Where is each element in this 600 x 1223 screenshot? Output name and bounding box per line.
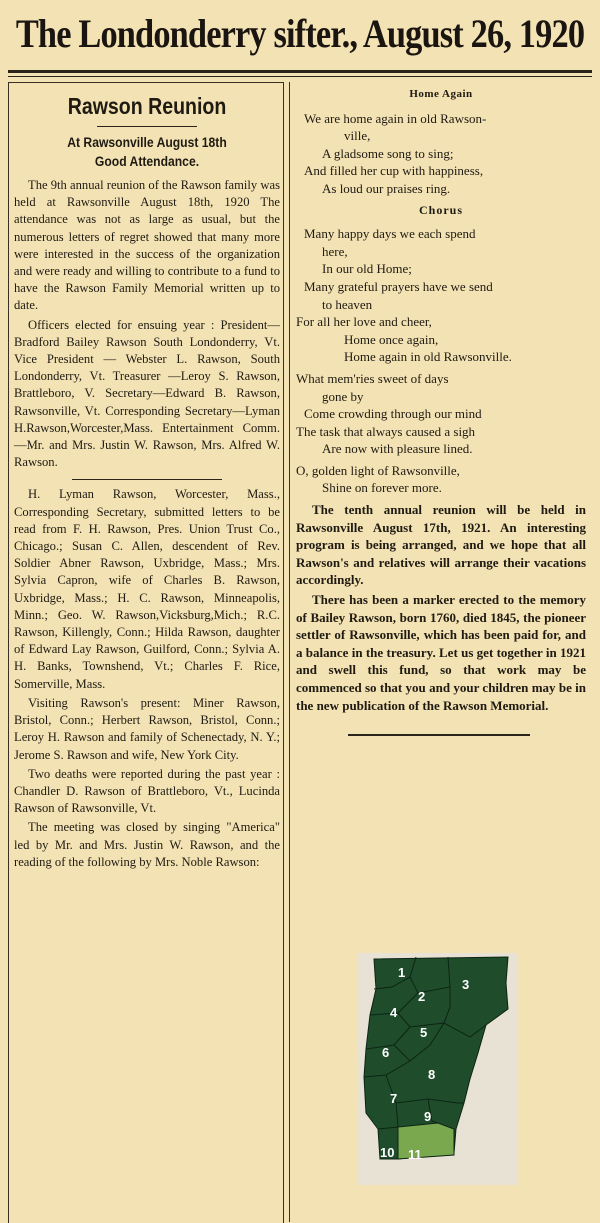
poem-line: A gladsome song to sing; xyxy=(322,145,454,161)
poem-line: gone by xyxy=(322,388,364,404)
article-column xyxy=(14,88,280,873)
section-rule xyxy=(72,479,222,480)
poem-line: Many grateful prayers have we send xyxy=(304,278,493,294)
poem-stanza xyxy=(296,370,586,458)
article-paragraph: Officers elected for ensuing year : President—Bradford Bailey Rawson South Londonderry, Vt. Vice President — Webster L. Rawson, South Londonderry, Vt. Treasurer —Leroy S. Rawson, Brattleboro, V. Secretary—Edward B. Rawson, Rawsonville, Vt. Corresponding Secretary—Lyman H.Rawson,Worcester,Mass. Entertainment Comm. —Mr. and Mrs. Justin W. Rawson, Mrs. Alfred W. Rawson. xyxy=(14,317,280,470)
poem-stanza xyxy=(296,462,586,497)
poem-line: here, xyxy=(322,243,348,259)
article-headline: Rawson Reunion xyxy=(67,93,227,119)
article-subhead xyxy=(27,133,266,171)
poem-line: We are home again in old Rawson- xyxy=(304,110,487,126)
county-label: 5 xyxy=(420,1025,428,1040)
county-label: 7 xyxy=(390,1091,398,1106)
article-paragraph: Two deaths were reported during the past year : Chandler D. Rawson of Brattleboro, Vt., Lucinda Rawson of Rawsonville, Vt. xyxy=(14,766,280,816)
masthead: The Londonderry sifter., August 26, 1920 xyxy=(15,10,585,56)
chorus-label: Chorus xyxy=(418,202,463,217)
poem-line: Many happy days we each spend xyxy=(304,226,476,242)
column-separator xyxy=(289,82,290,1222)
closing-paragraph: There has been a marker erected to the memory of Bailey Rawson, born 1760, died 1845, the pioneer settler of Rawsonville, which has been paid for, and a balance in the treasury. Let us get together in 1921 and swell this fund, so that work may be commenced so that you and your children may be in the new publication of the Rawson Memorial. xyxy=(296,592,586,713)
county-label: 11 xyxy=(408,1147,422,1162)
poem-line: For all her love and cheer, xyxy=(296,314,432,330)
article-paragraph: The meeting was closed by singing "America" led by Mr. and Mrs. Justin W. Rawson, and the reading of the following by Mrs. Noble Rawson: xyxy=(14,820,280,869)
poem-line: Home again in old Rawsonville. xyxy=(344,349,512,365)
poem-column xyxy=(296,88,586,736)
poem-line: Shine on forever more. xyxy=(322,480,442,496)
article-paragraph: H. Lyman Rawson, Worcester, Mass., Corresponding Secretary, submitted letters to be read from F. H. Rawson, Pres. Union Trust Co., Chicago.; Susan C. Allen, descendent of Rev. Soldier Abner Rawson, Uxbridge, Mass.; Mrs. Sylvia Capron, wife of Charles B. Rawson, Uxbridge, Mass.; H. C. Rawson, Minneapolis, Minn.; Geo. W. Rawson,Vicksburg,Mich.; R.C. Rawson, Killengly, Conn.; Hilda Rawson, daughter of Edward Lay Rawson, Guilford, Conn.; Sylvia A. H. Banks, Townshend, Vt.; Charles F. Rice, Somerville, Mass. xyxy=(14,487,280,691)
poem-line: Come crowding through our mind xyxy=(304,406,482,422)
poem-line: And filled her cup with happiness, xyxy=(304,163,484,179)
county-label: 1 xyxy=(398,965,406,980)
poem-line: Are now with pleasure lined. xyxy=(322,441,473,457)
county-label: 9 xyxy=(424,1109,432,1124)
article-paragraph: The 9th annual reunion of the Rawson family was held at Rawsonville August 18th, 1920 The attendance was not as large as usual, but the numerous letters of regret showed that many more were interested in the success of the organization and were ready and willing to contribute to a fund to have the Rawson Family Memorial written up to date. xyxy=(14,178,280,313)
county-label: 8 xyxy=(428,1067,436,1082)
county-label: 4 xyxy=(390,1005,398,1020)
county-label: 2 xyxy=(418,989,426,1004)
poem-title: Home Again xyxy=(409,88,473,100)
county-label: 3 xyxy=(462,977,470,992)
poem-line: to heaven xyxy=(322,296,373,312)
poem-line: In our old Home; xyxy=(322,261,412,277)
poem-stanza xyxy=(296,110,586,198)
county-label: 6 xyxy=(382,1045,390,1060)
masthead-rule-thin xyxy=(8,76,592,77)
closing-paragraph: The tenth annual reunion will be held in Rawsonville August 17th, 1921. An interesting program is being arranged, and we hope that all Rawson's and relatives will arrange their vacations accordingly. xyxy=(296,502,586,588)
subhead-line-2: Good Attendance. xyxy=(94,154,200,169)
poem-line: What mem'ries sweet of days xyxy=(296,370,449,386)
headline-rule xyxy=(97,126,197,127)
poem-line: The task that always caused a sigh xyxy=(296,423,476,439)
vermont-county-map xyxy=(358,953,518,1185)
masthead-rule xyxy=(8,70,592,73)
poem-line: ville, xyxy=(344,128,371,144)
poem-line: Home once again, xyxy=(344,331,439,347)
poem-chorus xyxy=(296,225,586,366)
poem-line: O, golden light of Rawsonville, xyxy=(296,462,460,478)
article-paragraph: Visiting Rawson's present: Miner Rawson, Bristol, Conn.; Herbert Rawson, Bristol, Conn.; Leroy H. Rawson and family of Schenectady, N. Y.; Jerome S. Rawson and wife, New York City. xyxy=(14,695,280,762)
vermont-map-svg xyxy=(358,953,518,1185)
poem-line: As loud our praises ring. xyxy=(322,180,451,196)
end-rule xyxy=(348,734,530,736)
county-label: 10 xyxy=(380,1145,395,1160)
subhead-line-1: At Rawsonville August 18th xyxy=(67,135,227,150)
county-11-highlight xyxy=(398,1123,454,1159)
